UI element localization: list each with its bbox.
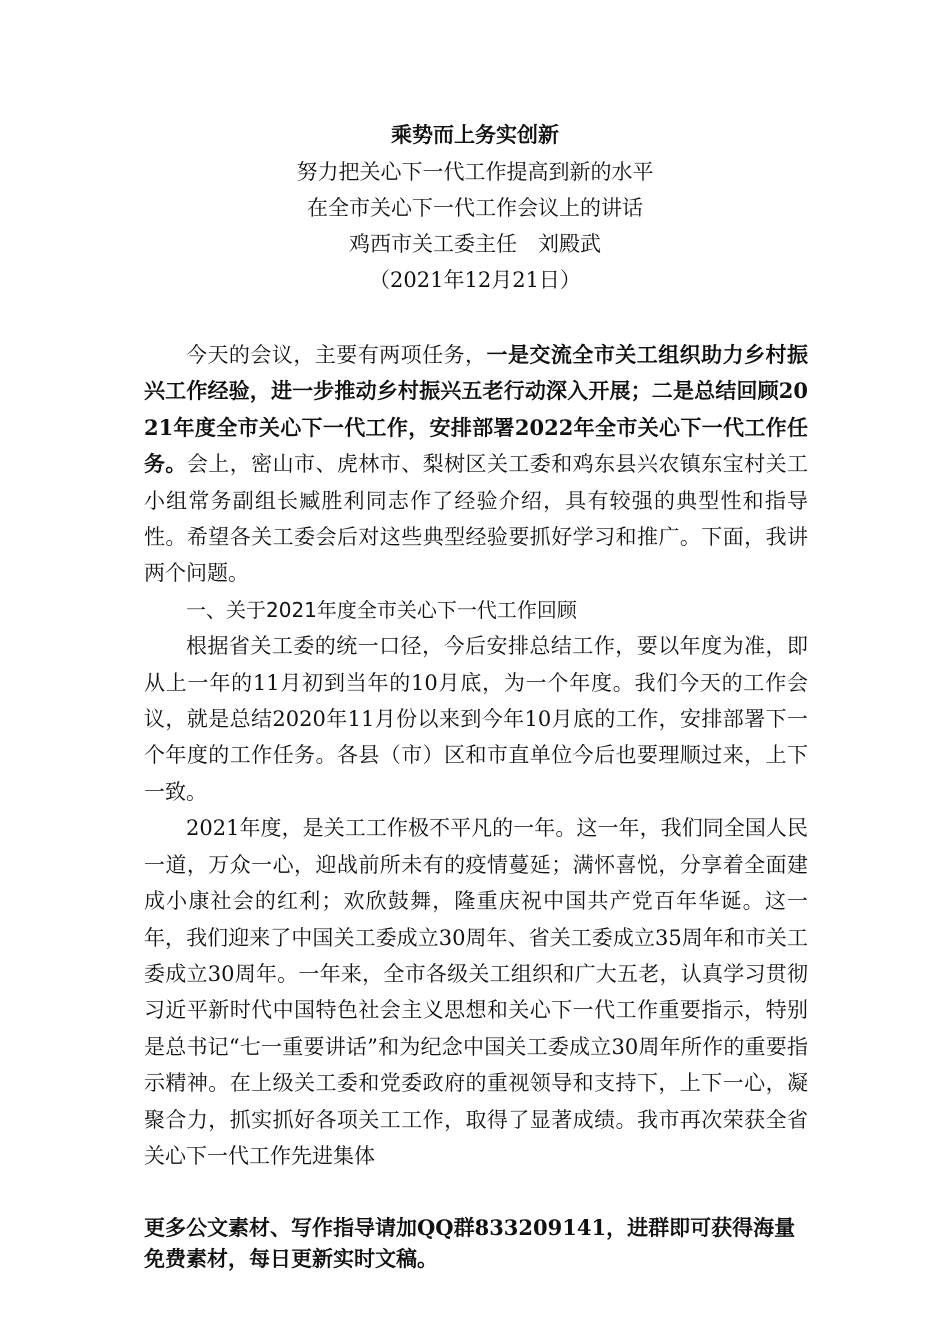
title-block <box>145 116 805 298</box>
paragraph-intro-rest: 会上，密山市、虎林市、梨树区关工委和鸡东县兴农镇东宝村关工小组常务副组长臧胜利同志作了经验介绍，具有较强的典型性和指导性。希望各关工委会后对这些典型经验要抓好学习和推广。下面，我讲两个问题。 <box>144 452 809 586</box>
document-date: （2021年12月21日） <box>369 268 581 292</box>
paragraph-intro-emphasis: 一是交流全市关工组织助力乡村振兴工作经验，进一步推动乡村振兴五老行动深入开展；二是总结回顾2021年度全市关心下一代工作，安排部署2022年全市关心下一代工作任务。 <box>144 342 808 477</box>
paragraph-annual-review: 2021年度，是关工工作极不平凡的一年。这一年，我们同全国人民一道，万众一心，迎战前所未有的疫情蔓延；满怀喜悦，分享着全面建成小康社会的红利；欢欣鼓舞，隆重庆祝中国共产党百年华诞。这一年，我们迎来了中国关工委成立30周年、省关工委成立35周年和市关工委成立30周年。一年来，全市各级关工组织和广大五老，认真学习贯彻习近平新时代中国特色社会主义思想和关心下一代工作重要指示，特别是总书记“七一重要讲话”和为纪念中国关工委成立30周年所作的重要指示精神。在上级关工委和党委政府的重视领导和支持下，上下一心，凝聚合力，抓实抓好各项关工工作，取得了显著成绩。我市再次荣获全省关心下一代工作先进集体 <box>144 816 808 1168</box>
paragraph-intro <box>144 337 808 592</box>
paragraph-annual-definition: 根据省关工委的统一口径，今后安排总结工作，要以年度为准，即从上一年的11月初到当年的10月底，为一个年度。我们今天的工作会议，就是总结2020年11月份以来到今年10月底的工作，安排部署下一个年度的工作任务。各县（市）区和市直单位今后也要理顺过来，上下一致。 <box>144 634 808 804</box>
document-occasion: 在全市关心下一代工作会议上的讲话 <box>307 196 643 220</box>
body-text <box>144 337 808 1174</box>
footer-promo-text: 更多公文素材、写作指导请加QQ群833209141，进群即可获得海量免费素材，每日更新实时文稿。 <box>144 1215 796 1271</box>
document-title: 乘势而上务实创新 <box>391 122 559 147</box>
section-heading-1: 一、关于2021年度全市关心下一代工作回顾 <box>186 597 577 622</box>
paragraph-intro-lead: 今天的会议，主要有两项任务， <box>186 343 487 367</box>
document-speaker: 鸡西市关工委主任 刘殿武 <box>349 232 601 256</box>
document-subtitle: 努力把关心下一代工作提高到新的水平 <box>296 160 654 184</box>
footer-promo <box>144 1212 808 1274</box>
